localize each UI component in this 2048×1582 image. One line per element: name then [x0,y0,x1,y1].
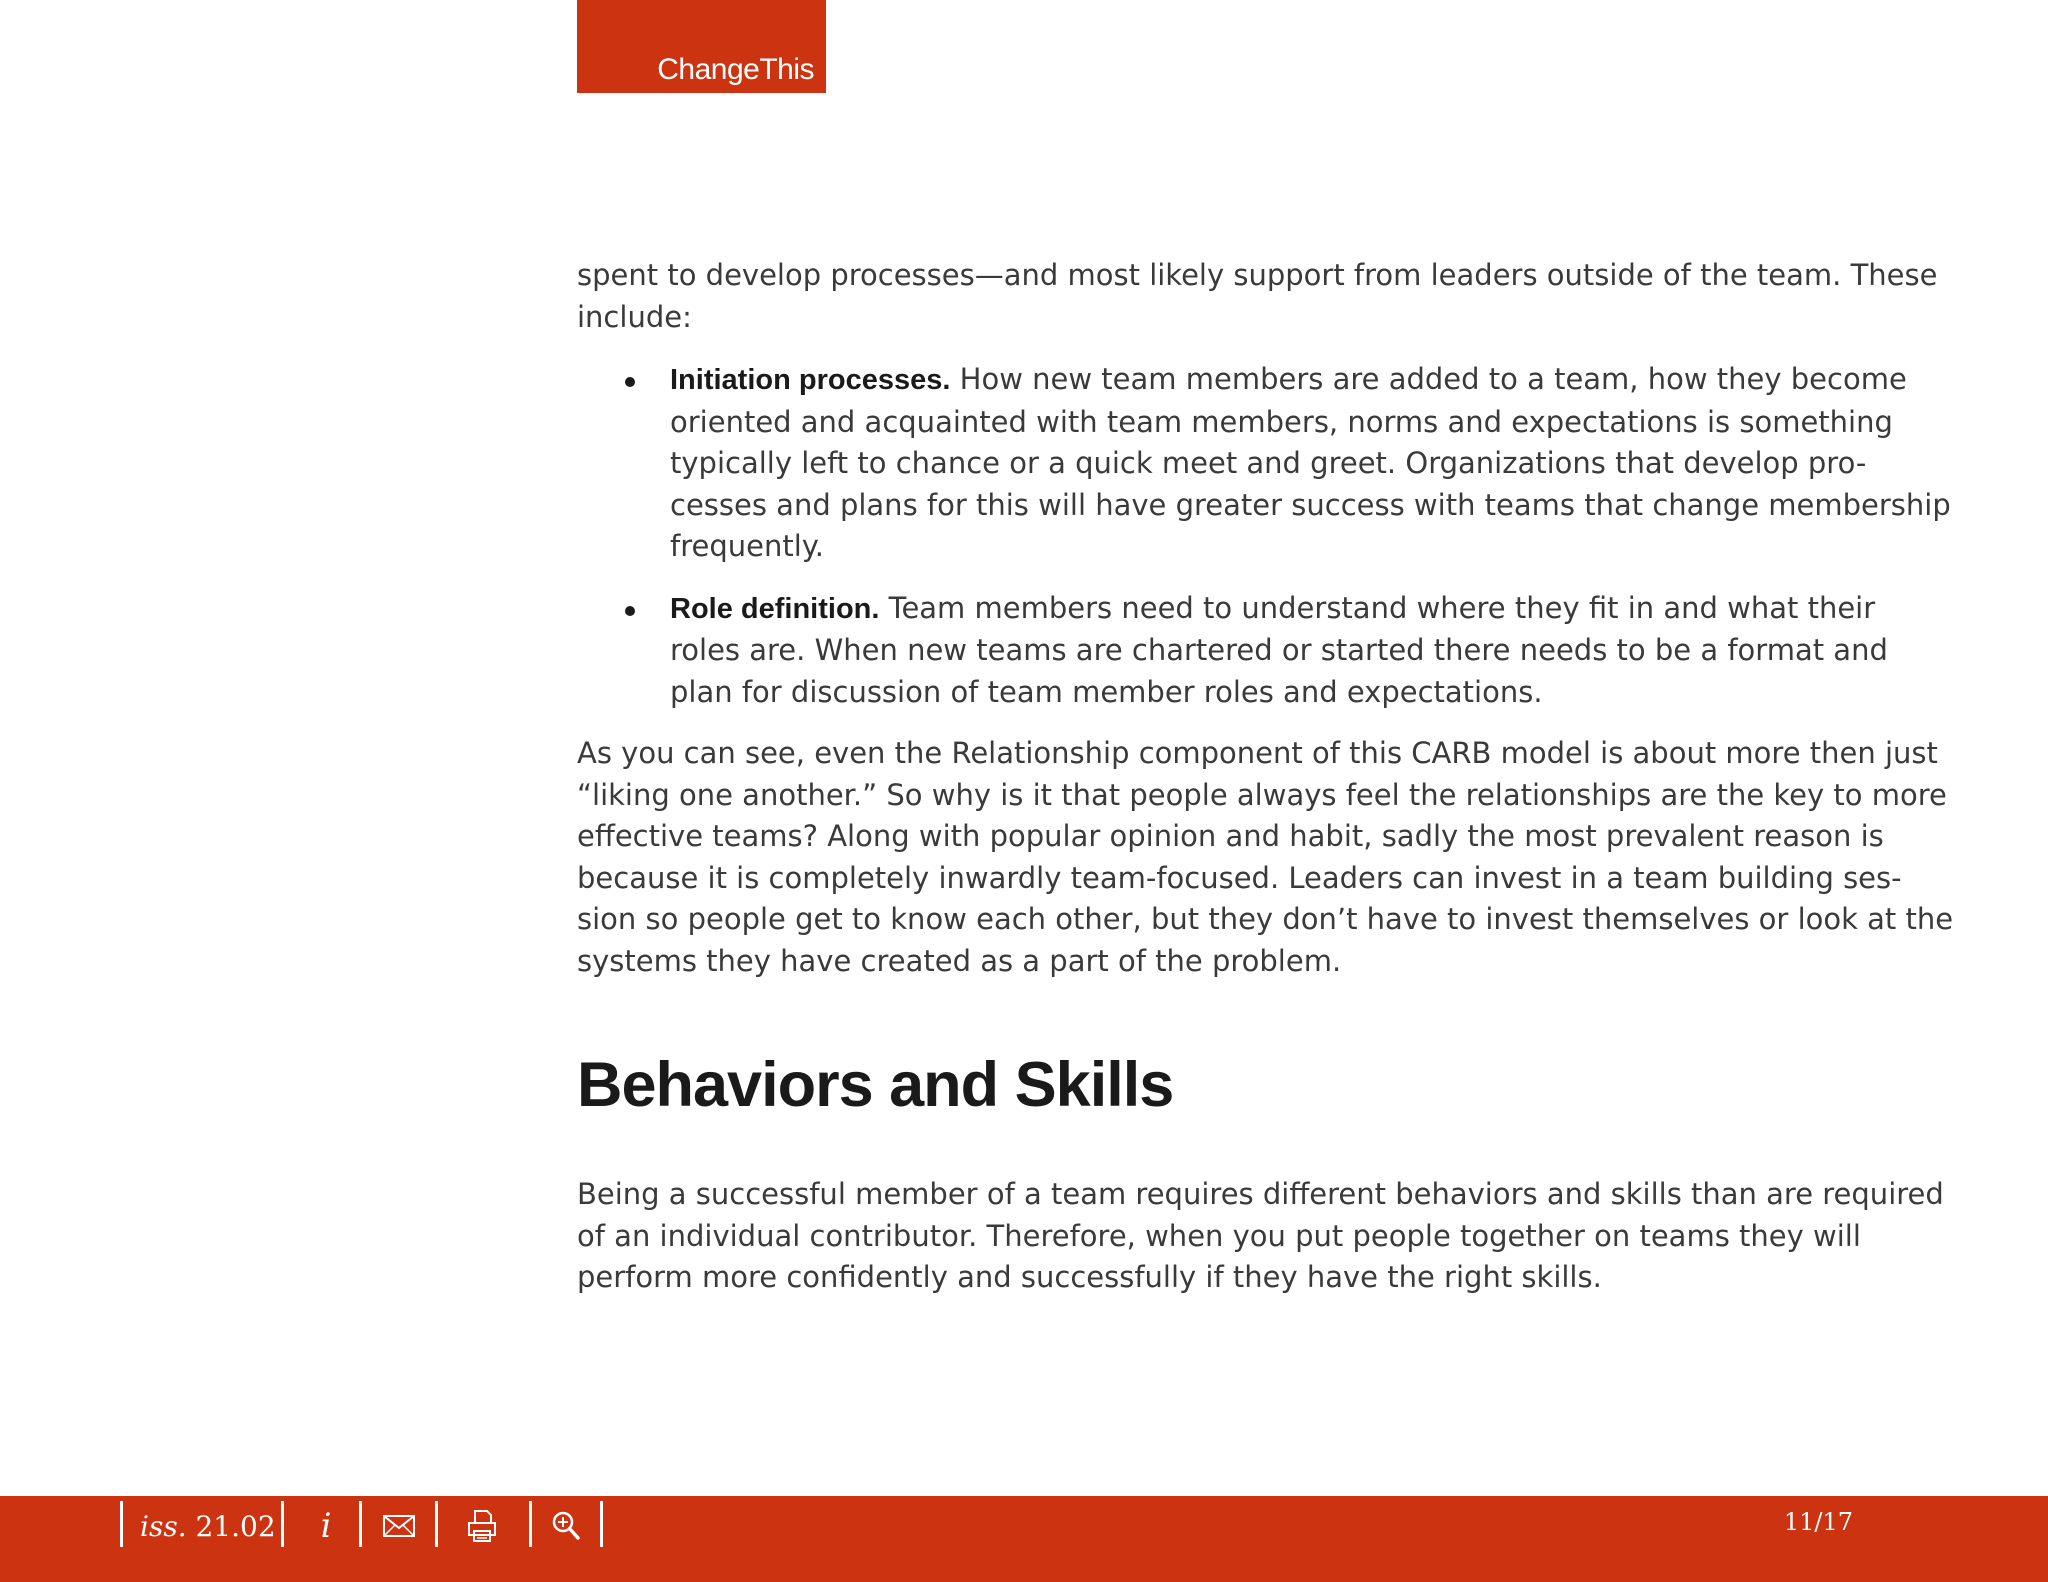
paragraph-line: sion so people get to know each other, but they don’t have to invest themselves or look at the [577,902,1954,936]
bullet-line: oriented and acquainted with team members, norms and expectations is something [670,404,1893,439]
toolbar-divider [435,1501,438,1547]
paragraph-line: because it is completely inwardly team-focused. Leaders can invest in a team building ses- [577,860,1902,895]
skills-paragraph [577,1174,1944,1299]
paragraph-line: systems they have created as a part of the problem. [577,943,1342,978]
bullet-first-line [670,588,1877,631]
paragraph-line: effective teams? Along with popular opinion and habit, sadly the most prevalent reason is [577,819,1884,853]
bullet-term: Role definition. [670,592,880,625]
bullet-line: plan for discussion of team member roles and expectations. [670,674,1543,709]
logo-text: ChangeThis [657,53,814,86]
logo-tab [577,0,826,93]
section-heading: Behaviors and Skills [577,1050,1174,1120]
print-icon[interactable] [462,1506,502,1546]
issue-label[interactable] [140,1510,276,1543]
paragraph-line: “liking one another.” So why is it that people always feel the relationships are the key to more [577,777,1947,812]
article-content [577,255,1954,1299]
relationship-paragraph [577,733,1954,982]
toolbar-divider [120,1501,123,1547]
bullet-term: Initiation processes. [670,364,951,396]
bullet-list [577,359,1951,713]
magnifier-svg [551,1510,581,1542]
bullet-line: cesses and plans for this will have greater success with teams that change membership [670,487,1951,522]
toolbar-divider [600,1501,603,1547]
printer-svg [467,1509,497,1543]
intro-paragraph [577,255,1938,338]
toolbar-divider [529,1501,532,1547]
bullet-text: How new team members are added to a team, how they become [950,362,1907,396]
toolbar-divider [359,1501,362,1547]
paragraph-line: perform more confidently and successfully if they have the right skills. [577,1260,1602,1294]
issue-number: 21.02 [186,1510,276,1543]
bullet-line: roles are. When new teams are chartered or started there needs to be a format and [670,633,1888,667]
info-glyph: i [320,1506,332,1546]
bullet-first-line [670,359,1907,402]
bullet-dot [625,377,635,387]
paragraph-line: Being a successful member of a team requires different behaviors and skills than are required [577,1177,1944,1211]
bullet-text: Team members need to understand where they fit in and what their [879,590,1876,625]
toolbar-divider [281,1501,284,1547]
email-icon[interactable] [379,1506,419,1546]
bullet-line: typically left to chance or a quick meet and greet. Organizations that develop pro- [670,446,1867,480]
issue-prefix: iss. [140,1510,187,1543]
info-icon[interactable] [306,1506,346,1546]
paragraph-line: of an individual contributor. Therefore, when you put people together on teams they will [577,1218,1861,1253]
zoom-icon[interactable] [546,1506,586,1546]
page-number: 11/17 [1783,1508,1853,1536]
bullet-line: frequently. [670,529,825,563]
bullet-item-role [577,588,1888,714]
intro-line: spent to develop processes—and most likely support from leaders outside of the team. These [577,258,1938,292]
envelope-svg [383,1514,415,1538]
bullet-item-initiation [577,359,1951,568]
footer-toolbar [0,1496,2048,1582]
bullet-dot [625,606,635,616]
intro-line: include: [577,299,692,334]
paragraph-line: As you can see, even the Relationship component of this CARB model is about more then just [577,736,1938,770]
